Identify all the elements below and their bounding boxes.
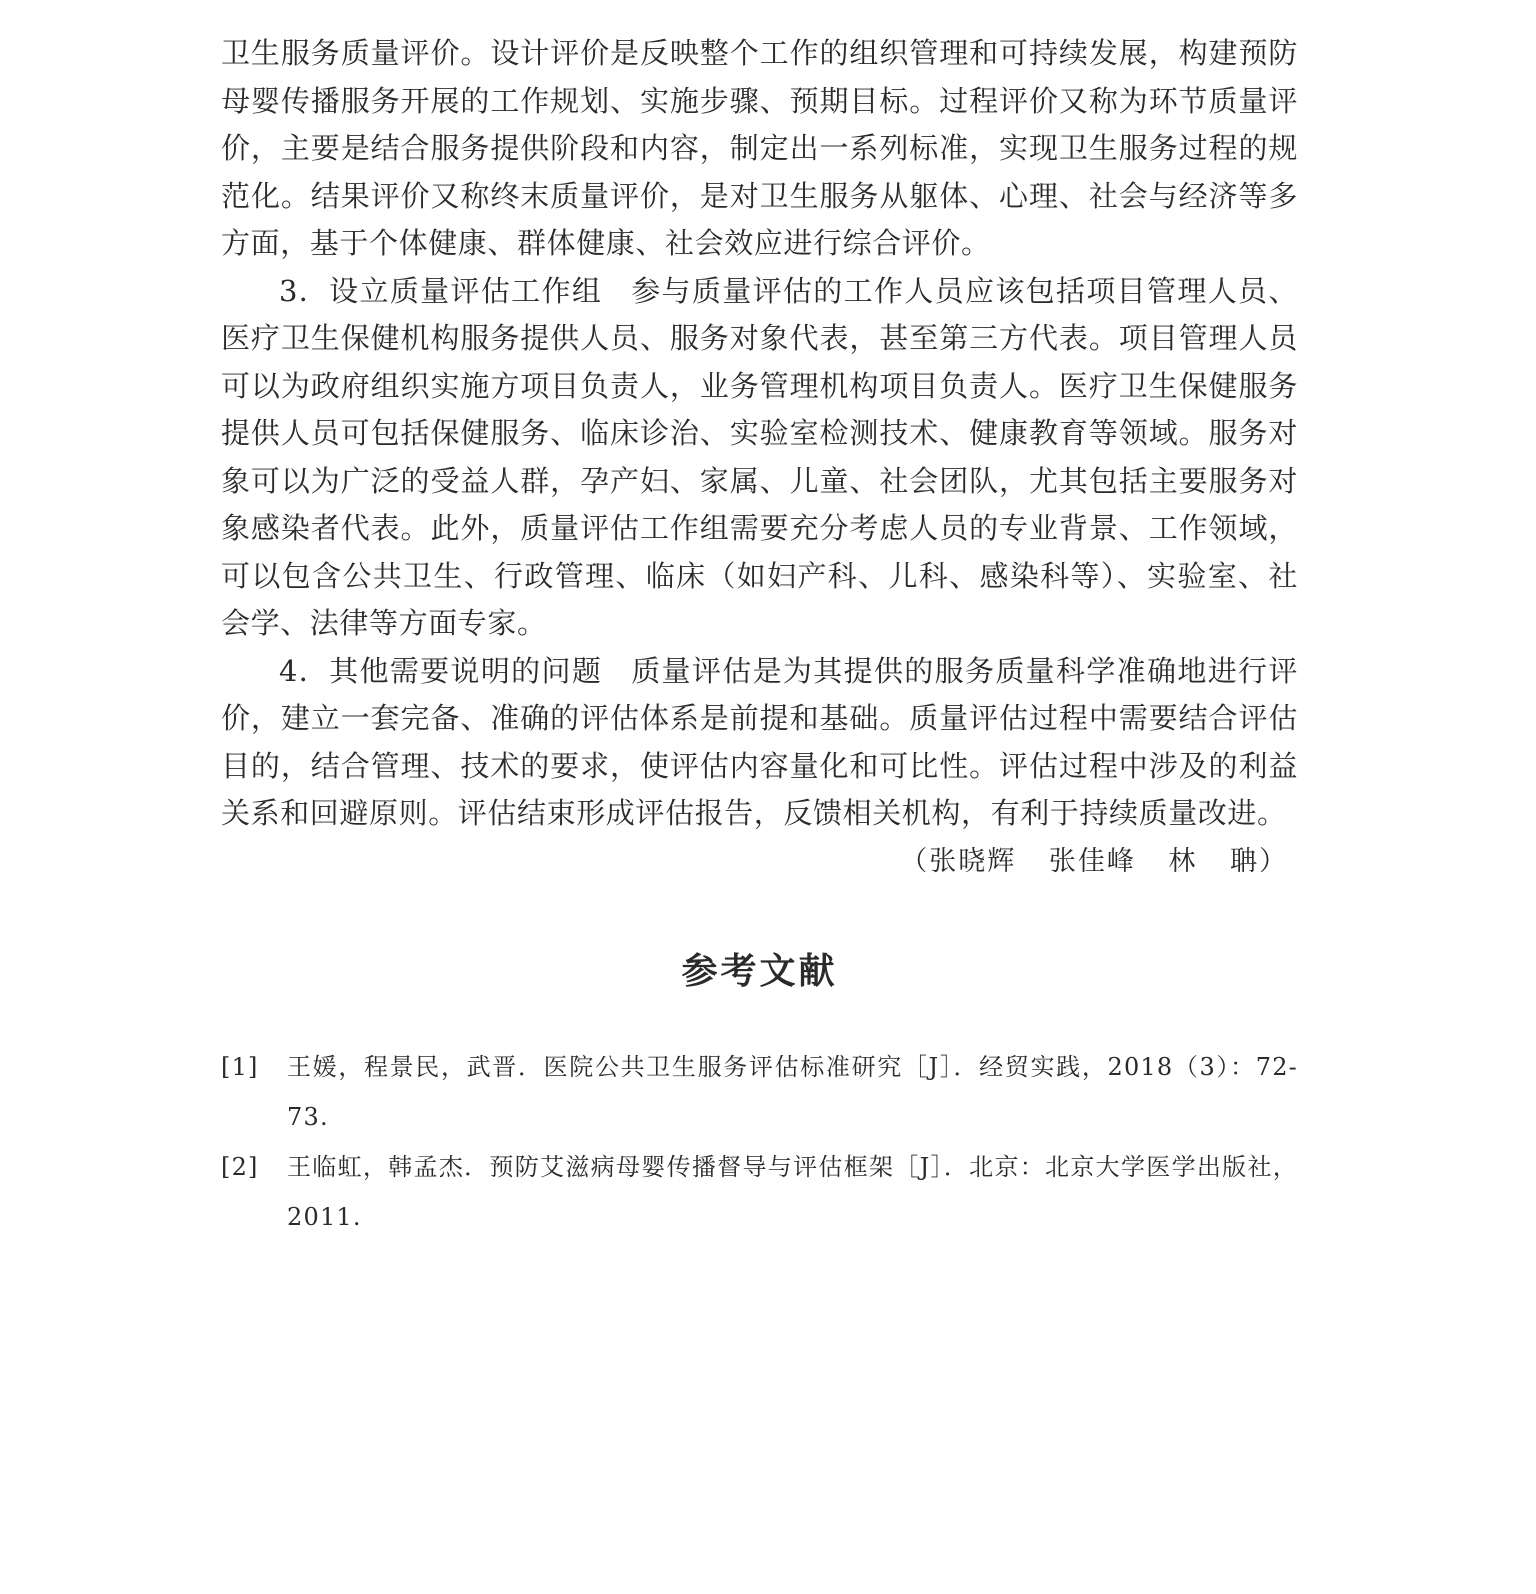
- reference-item-2: [221, 1142, 1298, 1242]
- document-page: [221, 30, 1298, 1242]
- body-paragraph-1: 卫生服务质量评价。设计评价是反映整个工作的组织管理和可持续发展，构建预防母婴传播服务开展的工作规划、实施步骤、预期目标。过程评价又称为环节质量评价，主要是结合服务提供阶段和内容，制定出一系列标准，实现卫生服务过程的规范化。结果评价又称终末质量评价，是对卫生服务从躯体、心理、社会与经济等多方面，基于个体健康、群体健康、社会效应进行综合评价。: [221, 36, 1298, 260]
- references-title: 参考文献: [681, 950, 838, 992]
- section-heading-3: 3．设立质量评估工作组: [279, 273, 603, 308]
- body-paragraph-2: [221, 268, 1298, 648]
- author-credit: （张晓辉 张佳峰 林 聃）: [900, 845, 1288, 877]
- reference-list: [221, 1042, 1298, 1242]
- reference-text: 王媛，程景民，武晋．医院公共卫生服务评估标准研究［J］．经贸实践，2018（3）：72-73.: [287, 1052, 1298, 1131]
- body-paragraph-3: [221, 648, 1298, 838]
- section-text-4: 质量评估是为其提供的服务质量科学准确地进行评价，建立一套完备、准确的评估体系是前提和基础。质量评估过程中需要结合评估目的，结合管理、技术的要求，使评估内容量化和可比性。评估过程中涉及的利益关系和回避原则。评估结束形成评估报告，反馈相关机构，有利于持续质量改进。: [221, 653, 1298, 830]
- reference-number: [2]: [221, 1152, 259, 1181]
- reference-number: [1]: [221, 1052, 259, 1081]
- reference-text: 王临虹，韩孟杰．预防艾滋病母婴传播督导与评估框架［J］．北京：北京大学医学出版社，2011.: [287, 1152, 1298, 1231]
- reference-item-1: [221, 1042, 1298, 1142]
- section-heading-4: 4．其他需要说明的问题: [279, 653, 603, 688]
- section-text-3: 参与质量评估的工作人员应该包括项目管理人员、医疗卫生保健机构服务提供人员、服务对象代表，甚至第三方代表。项目管理人员可以为政府组织实施方项目负责人，业务管理机构项目负责人。医疗卫生保健服务提供人员可包括保健服务、临床诊治、实验室检测技术、健康教育等领域。服务对象可以为广泛的受益人群，孕产妇、家属、儿童、社会团队，尤其包括主要服务对象感染者代表。此外，质量评估工作组需要充分考虑人员的专业背景、工作领域，可以包含公共卫生、行政管理、临床（如妇产科、儿科、感染科等）、实验室、社会学、法律等方面专家。: [221, 273, 1298, 640]
